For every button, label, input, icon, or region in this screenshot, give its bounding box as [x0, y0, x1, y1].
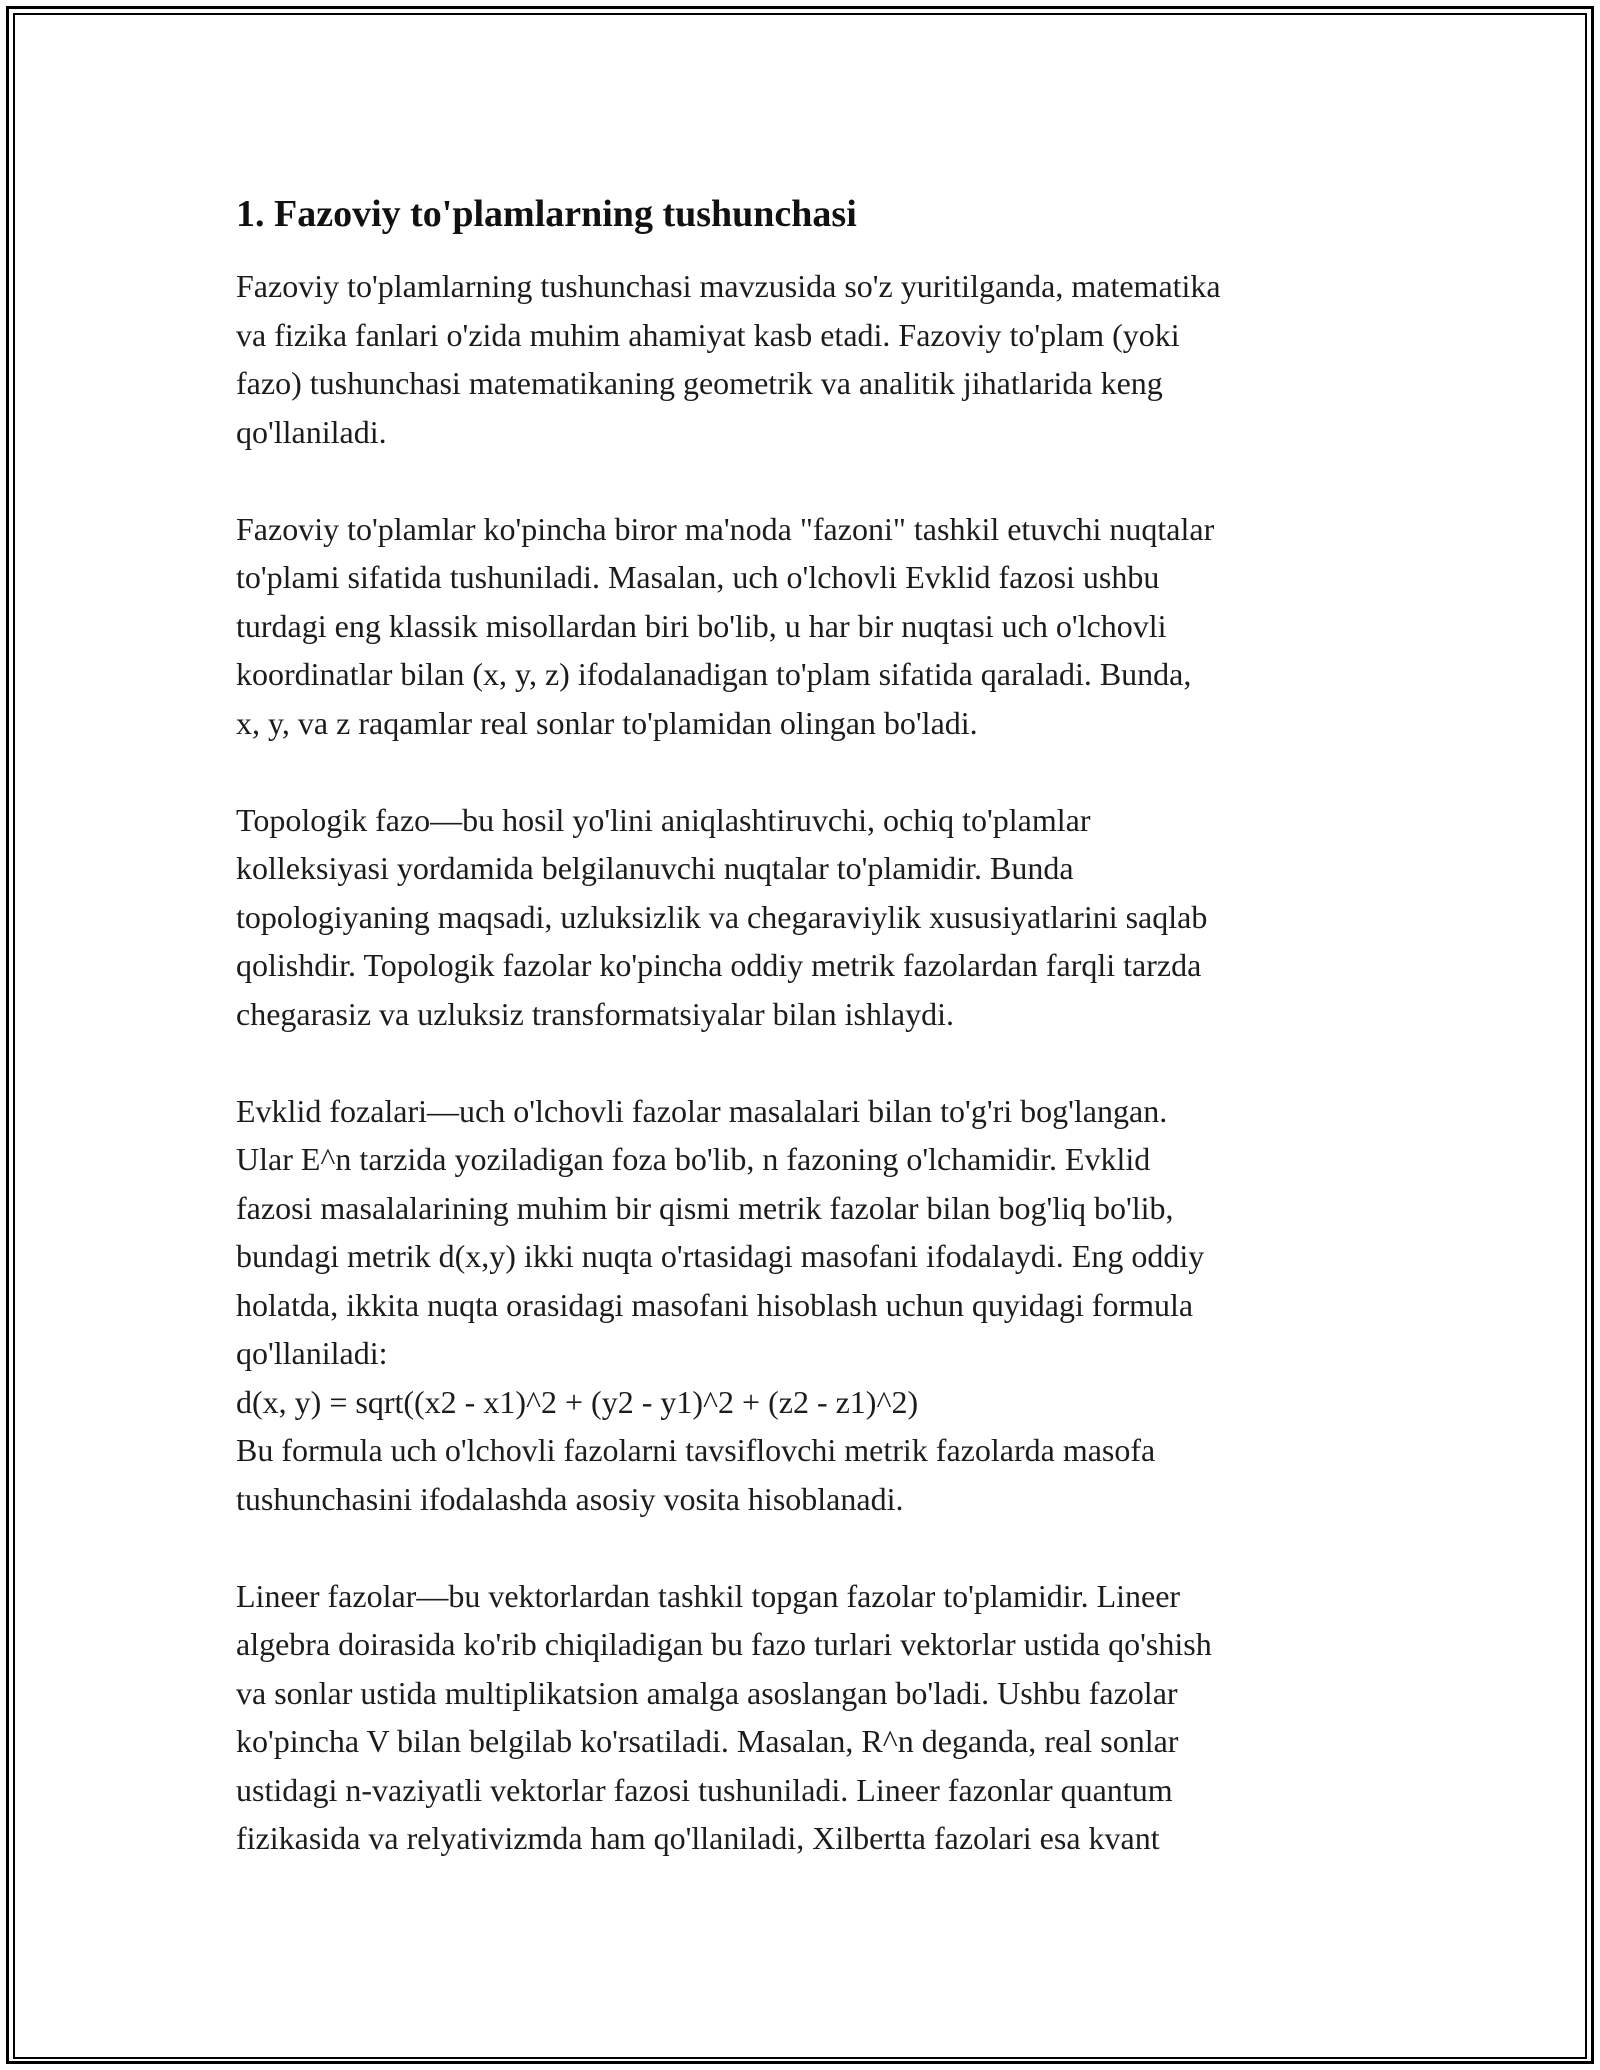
text-line: algebra doirasida ko'rib chiqiladigan bu fazo turlari vektorlar ustida qo'shish — [236, 1626, 1212, 1662]
text-line: to'plami sifatida tushuniladi. Masalan, uch o'lchovli Evklid fazosi ushbu — [236, 559, 1160, 595]
paragraph-linear-spaces — [236, 1572, 1386, 1863]
text-line: va sonlar ustida multiplikatsion amalga asoslangan bo'ladi. Ushbu fazolar — [236, 1674, 1178, 1711]
text-line: koordinatlar bilan (x, y, z) ifodalanadigan to'plam sifatida qaraladi. Bunda, — [236, 656, 1192, 692]
text-line: Fazoviy to'plamlar ko'pincha biror ma'noda "fazoni" tashkil etuvchi nuqtalar — [236, 510, 1215, 547]
text-line: Lineer fazolar—bu vektorlardan tashkil topgan fazolar to'plamidir. Lineer — [236, 1577, 1181, 1614]
paragraph-topological-space — [236, 796, 1386, 1039]
text-line: bundagi metrik d(x,y) ikki nuqta o'rtasidagi masofani ifodalaydi. Eng oddiy — [236, 1238, 1205, 1274]
text-line: va fizika fanlari o'zida muhim ahamiyat kasb etadi. Fazoviy to'plam (yoki — [236, 316, 1180, 353]
text-line: qo'llaniladi. — [236, 413, 387, 450]
text-line: Topologik fazo—bu hosil yo'lini aniqlashtiruvchi, ochiq to'plamlar — [236, 801, 1091, 838]
section-heading: 1. Fazoviy to'plamlarning tushunchasi — [236, 193, 857, 235]
text-line: turdagi eng klassik misollardan biri bo'lib, u har bir nuqtasi uch o'lchovli — [236, 607, 1167, 644]
text-line: ko'pincha V bilan belgilab ko'rsatiladi. Masalan, R^n deganda, real sonlar — [236, 1723, 1179, 1759]
distance-formula: d(x, y) = sqrt((x2 - x1)^2 + (y2 - y1)^2 + (z2 - z1)^2) — [236, 1383, 919, 1420]
text-line: chegarasiz va uzluksiz transformatsiyalar bilan ishlaydi. — [236, 995, 954, 1032]
paragraph-intro — [236, 262, 1386, 456]
text-line: Fazoviy to'plamlarning tushunchasi mavzusida so'z yuritilganda, matematika — [236, 268, 1221, 304]
text-line: Bu formula uch o'lchovli fazolarni tavsiflovchi metrik fazolarda masofa — [236, 1432, 1156, 1468]
paragraph-spatial-sets — [236, 505, 1386, 748]
text-line: qolishdir. Topologik fazolar ko'pincha oddiy metrik fazolardan farqli tarzda — [236, 947, 1202, 983]
text-line: fizikasida va relyativizmda ham qo'llaniladi, Xilbertta fazolari esa kvant — [236, 1820, 1160, 1856]
text-line: holatda, ikkita nuqta orasidagi masofani hisoblash uchun quyidagi formula — [236, 1286, 1194, 1323]
text-line: x, y, va z raqamlar real sonlar to'plamidan olingan bo'ladi. — [236, 704, 978, 741]
text-line: ustidagi n-vaziyatli vektorlar fazosi tushuniladi. Lineer fazonlar quantum — [236, 1771, 1173, 1808]
text-line: qo'llaniladi: — [236, 1335, 388, 1371]
document-body — [236, 186, 1386, 1911]
text-line: kolleksiyasi yordamida belgilanuvchi nuqtalar to'plamidir. Bunda — [236, 850, 1074, 886]
text-line: Evklid fozalari—uch o'lchovli fazolar masalalari bilan to'g'ri bog'langan. — [236, 1092, 1168, 1129]
text-line: fazo) tushunchasi matematikaning geometrik va analitik jihatlarida keng — [236, 365, 1163, 401]
text-line: topologiyaning maqsadi, uzluksizlik va chegaraviylik xususiyatlarini saqlab — [236, 898, 1208, 935]
text-line: tushunchasini ifodalashda asosiy vosita hisoblanadi. — [236, 1480, 904, 1517]
paragraph-euclidean-spaces — [236, 1087, 1386, 1524]
text-line: Ular E^n tarzida yoziladigan foza bo'lib, n fazoning o'lchamidir. Evklid — [236, 1141, 1151, 1177]
text-line: fazosi masalalarining muhim bir qismi metrik fazolar bilan bog'liq bo'lib, — [236, 1189, 1174, 1226]
